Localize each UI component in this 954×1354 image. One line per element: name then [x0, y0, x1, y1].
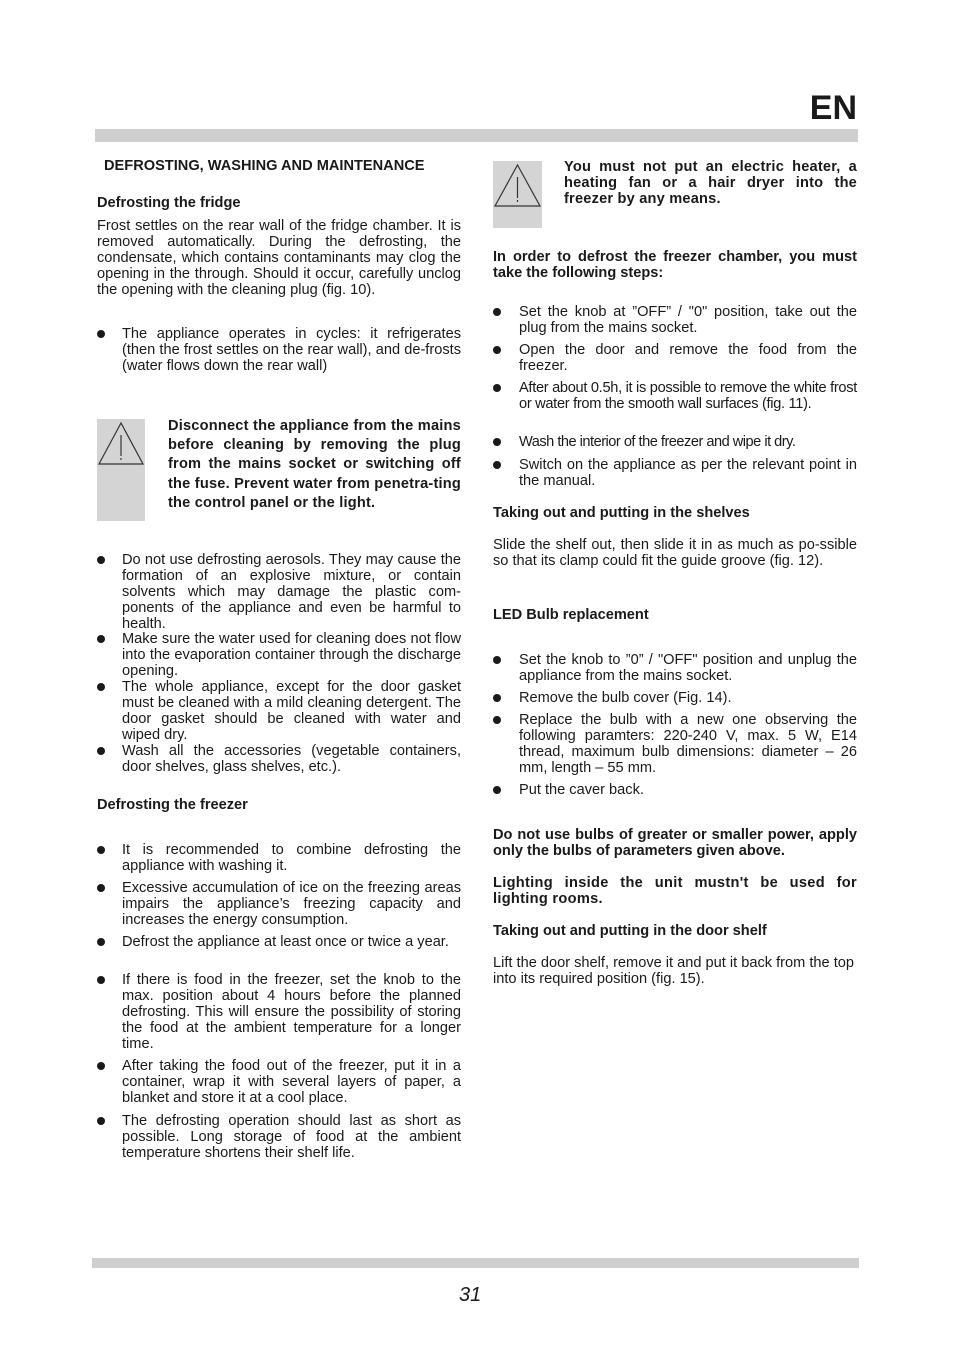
lighting-note: Lighting inside the unit mustn't be used for lighting rooms. — [493, 875, 857, 907]
cleaning-warning: Disconnect the appliance from the mains before cleaning by removing the plug from the mains socket or switching off the fuse. Prevent water from penetra-ting the control panel or the light. — [168, 418, 461, 511]
bullet-icon — [97, 556, 105, 564]
bullet-icon — [97, 846, 105, 854]
list-item: Set the knob to ”0” / "OFF" position and unplug the appliance from the mains socket. — [493, 652, 857, 684]
bullet-icon — [493, 308, 501, 316]
freezer-heading: Defrosting the freezer — [97, 797, 248, 813]
list-item: Switch on the appliance as per the relevant point in the manual. — [493, 457, 857, 489]
bullet-icon — [493, 438, 501, 446]
list-item: The appliance operates in cycles: it refrigerates (then the frost settles on the rear wall), and de-frosts (water flows down the rear wall) — [97, 326, 461, 374]
warning-triangle-icon — [493, 161, 542, 211]
bullet-icon — [97, 747, 105, 755]
header-divider — [95, 129, 858, 142]
bullet-icon — [97, 635, 105, 643]
led-heading: LED Bulb replacement — [493, 607, 649, 623]
list-item: Wash all the accessories (vegetable containers, door shelves, glass shelves, etc.). — [97, 743, 461, 775]
bullet-icon — [493, 384, 501, 392]
shelves-paragraph: Slide the shelf out, then slide it in as much as po-ssible so that its clamp could fit the guide groove (fig. 12). — [493, 537, 857, 569]
fridge-paragraph: Frost settles on the rear wall of the fridge chamber. It is removed automatically. During the defrosting, the condensate, which contains contaminants may clog the opening in the through. Should it occur, carefully unclog the opening with the cleaning plug (fig. 10). — [97, 218, 461, 298]
warning-icon-panel — [97, 419, 145, 521]
language-code: EN — [809, 89, 857, 127]
list-item: Set the knob at ”OFF” / "0" position, take out the plug from the mains socket. — [493, 304, 857, 336]
list-item: Defrost the appliance at least once or twice a year. — [97, 934, 461, 950]
bullet-icon — [493, 656, 501, 664]
warning-icon-panel — [493, 161, 542, 228]
bullet-icon — [97, 884, 105, 892]
section-title: DEFROSTING, WASHING AND MAINTENANCE — [104, 158, 425, 174]
bullet-icon — [97, 976, 105, 984]
list-item: Put the caver back. — [493, 782, 857, 798]
defrost-steps-intro: In order to defrost the freezer chamber, you must take the following steps: — [493, 249, 857, 281]
door-shelf-heading: Taking out and putting in the door shelf — [493, 923, 767, 939]
bullet-icon — [97, 683, 105, 691]
bullet-icon — [493, 716, 501, 724]
list-item: Wash the interior of the freezer and wipe it dry. — [493, 434, 857, 450]
bullet-icon — [97, 1117, 105, 1125]
bullet-icon — [97, 1062, 105, 1070]
shelves-heading: Taking out and putting in the shelves — [493, 505, 750, 521]
bullet-icon — [97, 330, 105, 338]
door-shelf-paragraph: Lift the door shelf, remove it and put it back from the top into its required position (fig. 15). — [493, 955, 854, 987]
list-item: If there is food in the freezer, set the knob to the max. position about 4 hours before the planned defrosting. This will ensure the possibility of storing the food at the ambient temperature for a longer time. — [97, 972, 461, 1052]
footer-divider — [92, 1258, 859, 1268]
bulb-warning: Do not use bulbs of greater or smaller power, apply only the bulbs of parameters given above. — [493, 827, 857, 859]
list-item: Excessive accumulation of ice on the freezing areas impairs the appliance’s freezing capacity and increases the energy consumption. — [97, 880, 461, 928]
list-item: The whole appliance, except for the door gasket must be cleaned with a mild cleaning detergent. The door gasket should be cleaned with water and wiped dry. — [97, 679, 461, 743]
page-number: 31 — [459, 1284, 482, 1306]
list-item: It is recommended to combine defrosting the appliance with washing it. — [97, 842, 461, 874]
bullet-icon — [97, 938, 105, 946]
warning-triangle-icon — [97, 419, 145, 469]
list-item: After about 0.5h, it is possible to remove the white frost or water from the smooth wall surfaces (fig. 11). — [493, 380, 857, 412]
bullet-icon — [493, 786, 501, 794]
list-item: After taking the food out of the freezer, put it in a container, wrap it with several layers of paper, a blanket and store it at a cool place. — [97, 1058, 461, 1106]
heater-warning: You must not put an electric heater, a heating fan or a hair dryer into the freezer by any means. — [564, 159, 857, 207]
list-item: Make sure the water used for cleaning does not flow into the evaporation container through the discharge opening. — [97, 631, 461, 679]
bullet-icon — [493, 461, 501, 469]
list-item: The defrosting operation should last as short as possible. Long storage of food at the ambient temperature shortens their shelf life. — [97, 1113, 461, 1161]
list-item: Replace the bulb with a new one observing the following paramters: 220-240 V, max. 5 W, E14 thread, maximum bulb dimensions: diameter – 26 mm, length – 55 mm. — [493, 712, 857, 776]
list-item: Remove the bulb cover (Fig. 14). — [493, 690, 857, 706]
fridge-heading: Defrosting the fridge — [97, 195, 241, 211]
bullet-icon — [493, 694, 501, 702]
bullet-icon — [493, 346, 501, 354]
list-item: Open the door and remove the food from the freezer. — [493, 342, 857, 374]
list-item: Do not use defrosting aerosols. They may cause the formation of an explosive mixture, or contain solvents which may damage the plastic com-ponents of the appliance and even be harmful to health. — [97, 552, 461, 632]
